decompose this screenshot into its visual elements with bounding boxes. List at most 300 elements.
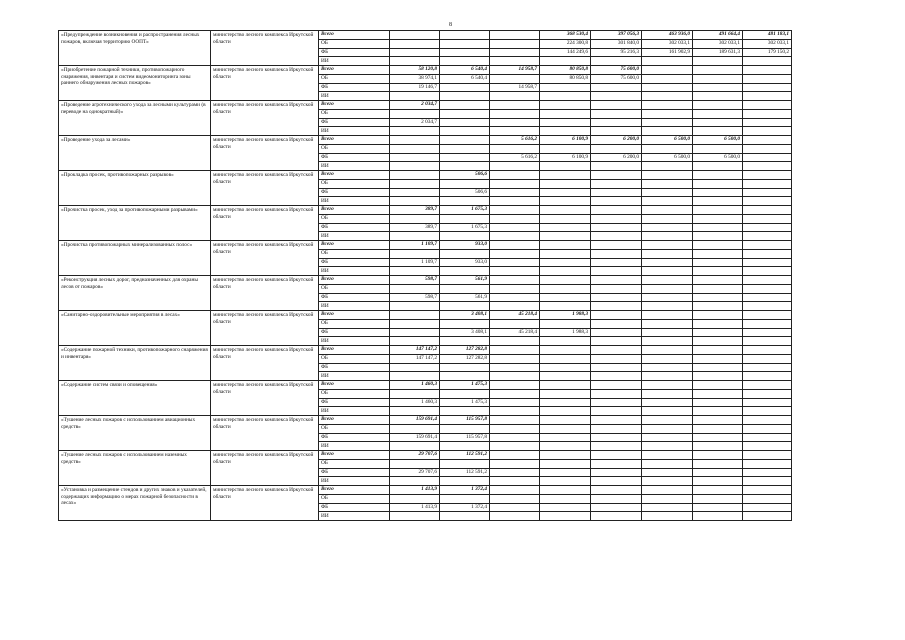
amount-cell: 45 218,4 (490, 328, 540, 337)
amount-cell (743, 74, 792, 83)
amount-cell: 506,6 (440, 188, 490, 197)
amount-cell (693, 433, 743, 442)
responsible-executor-cell: министерство лесного комплекса Иркутской области (211, 101, 319, 136)
amount-cell (540, 214, 591, 223)
amount-cell: 5 616,2 (490, 136, 540, 145)
amount-cell (591, 276, 642, 285)
funding-source-cell: ФБ (319, 433, 390, 442)
activity-name-cell: «Приобретение пожарной техники, противопожарного снаряжения, инвентаря и систем видеомониторинга зоны раннего обнаружения лесных пожаров» (59, 66, 211, 101)
amount-cell (440, 477, 490, 486)
table-row (59, 31, 792, 40)
amount-cell: 389,7 (390, 223, 440, 232)
amount-cell (743, 424, 792, 433)
amount-cell (642, 258, 693, 267)
amount-cell (591, 477, 642, 486)
funding-source-cell: ИИ (319, 407, 390, 416)
funding-source-cell: ИИ (319, 477, 390, 486)
amount-cell: 75 600,0 (591, 66, 642, 75)
amount-cell (440, 459, 490, 468)
funding-source-cell: ФБ (319, 118, 390, 127)
amount-cell (540, 381, 591, 390)
amount-cell (490, 416, 540, 425)
amount-cell (490, 302, 540, 311)
funding-source-cell: Всего (319, 381, 390, 390)
responsible-executor-cell: министерство лесного комплекса Иркутской области (211, 136, 319, 171)
amount-cell (390, 328, 440, 337)
amount-cell (440, 101, 490, 110)
amount-cell (540, 433, 591, 442)
amount-cell (743, 381, 792, 390)
amount-cell (390, 512, 440, 521)
amount-cell (440, 512, 490, 521)
activity-name-cell: «Прокладка просек, противопожарных разрывов» (59, 171, 211, 206)
amount-cell (440, 232, 490, 241)
amount-cell (390, 48, 440, 57)
amount-cell (440, 83, 490, 92)
amount-cell (743, 153, 792, 162)
amount-cell (390, 459, 440, 468)
amount-cell (490, 118, 540, 127)
amount-cell (693, 293, 743, 302)
amount-cell (642, 101, 693, 110)
amount-cell (540, 486, 591, 495)
amount-cell (693, 424, 743, 433)
amount-cell (490, 92, 540, 101)
amount-cell (440, 162, 490, 171)
amount-cell (490, 31, 540, 40)
amount-cell: 1 675,3 (440, 223, 490, 232)
amount-cell (540, 57, 591, 66)
amount-cell: 1 475,3 (440, 398, 490, 407)
funding-source-cell: ОБ (319, 389, 390, 398)
amount-cell (591, 311, 642, 320)
amount-cell (693, 267, 743, 276)
funding-source-cell: Всего (319, 346, 390, 355)
amount-cell (490, 249, 540, 258)
amount-cell (642, 197, 693, 206)
funding-source-cell: ФБ (319, 188, 390, 197)
amount-cell (390, 442, 440, 451)
amount-cell (743, 232, 792, 241)
funding-source-cell: ОБ (319, 249, 390, 258)
amount-cell: 302 033,1 (642, 39, 693, 48)
amount-cell (693, 442, 743, 451)
amount-cell (743, 372, 792, 381)
amount-cell: 80 850,8 (540, 74, 591, 83)
amount-cell (591, 188, 642, 197)
responsible-executor-cell: министерство лесного комплекса Иркутской области (211, 171, 319, 206)
amount-cell (390, 372, 440, 381)
responsible-executor-cell: министерство лесного комплекса Иркутской области (211, 66, 319, 101)
responsible-executor-cell: министерство лесного комплекса Иркутской области (211, 346, 319, 381)
amount-cell (591, 127, 642, 136)
amount-cell (390, 337, 440, 346)
amount-cell (642, 66, 693, 75)
amount-cell: 6 200,0 (591, 136, 642, 145)
amount-cell (642, 451, 693, 460)
amount-cell (490, 276, 540, 285)
amount-cell (390, 319, 440, 328)
amount-cell (390, 232, 440, 241)
amount-cell (642, 337, 693, 346)
amount-cell (540, 179, 591, 188)
amount-cell (390, 389, 440, 398)
amount-cell (490, 468, 540, 477)
amount-cell (693, 118, 743, 127)
amount-cell (693, 311, 743, 320)
amount-cell (642, 83, 693, 92)
amount-cell (743, 459, 792, 468)
amount-cell: 6 500,0 (642, 136, 693, 145)
amount-cell (440, 267, 490, 276)
funding-source-cell: Всего (319, 276, 390, 285)
amount-cell: 179 150,2 (743, 48, 792, 57)
funding-source-cell: ФБ (319, 258, 390, 267)
funding-source-cell: ИИ (319, 197, 390, 206)
amount-cell (642, 249, 693, 258)
funding-source-cell: ИИ (319, 267, 390, 276)
amount-cell: 189 631,3 (693, 48, 743, 57)
amount-cell (693, 451, 743, 460)
amount-cell (490, 337, 540, 346)
funding-source-cell: Всего (319, 486, 390, 495)
amount-cell (743, 293, 792, 302)
responsible-executor-cell: министерство лесного комплекса Иркутской области (211, 311, 319, 346)
amount-cell: 561,9 (440, 293, 490, 302)
amount-cell (490, 206, 540, 215)
amount-cell (743, 66, 792, 75)
amount-cell (743, 267, 792, 276)
amount-cell (490, 241, 540, 250)
amount-cell (693, 101, 743, 110)
amount-cell: 14 958,7 (490, 66, 540, 75)
table-row (59, 101, 792, 110)
amount-cell: 1 413,9 (390, 486, 440, 495)
amount-cell: 127 282,8 (440, 354, 490, 363)
amount-cell (591, 258, 642, 267)
amount-cell (693, 197, 743, 206)
amount-cell (743, 171, 792, 180)
funding-source-cell: Всего (319, 416, 390, 425)
amount-cell (540, 302, 591, 311)
amount-cell (540, 319, 591, 328)
amount-cell (440, 214, 490, 223)
amount-cell (490, 424, 540, 433)
amount-cell (440, 118, 490, 127)
amount-cell (490, 494, 540, 503)
amount-cell (490, 188, 540, 197)
amount-cell (591, 398, 642, 407)
funding-source-cell: ИИ (319, 337, 390, 346)
funding-source-cell: ИИ (319, 57, 390, 66)
amount-cell (540, 232, 591, 241)
amount-cell (390, 188, 440, 197)
funding-source-cell: ИИ (319, 302, 390, 311)
amount-cell (642, 328, 693, 337)
amount-cell: 302 033,1 (693, 39, 743, 48)
amount-cell (591, 337, 642, 346)
activity-name-cell: «Предупреждение возникновения и распространения лесных пожаров, включая территорию ООПТ» (59, 31, 211, 66)
amount-cell (693, 66, 743, 75)
amount-cell (743, 101, 792, 110)
activity-name-cell: «Установка и размещение стендов и других знаков и указателей, содержащих информацию о мерах пожарной безопасности в лесах» (59, 486, 211, 521)
amount-cell (490, 127, 540, 136)
amount-cell (743, 223, 792, 232)
amount-cell (591, 223, 642, 232)
amount-cell (693, 363, 743, 372)
amount-cell (440, 144, 490, 153)
amount-cell (642, 503, 693, 512)
amount-cell: 75 600,0 (591, 74, 642, 83)
amount-cell (642, 381, 693, 390)
amount-cell: 1 372,4 (440, 486, 490, 495)
amount-cell (540, 477, 591, 486)
amount-cell: 301 840,0 (591, 39, 642, 48)
amount-cell (693, 328, 743, 337)
amount-cell (540, 442, 591, 451)
amount-cell: 1 460,3 (390, 398, 440, 407)
amount-cell (693, 188, 743, 197)
amount-cell: 159 691,4 (390, 433, 440, 442)
amount-cell (390, 179, 440, 188)
amount-cell (540, 346, 591, 355)
amount-cell (440, 153, 490, 162)
amount-cell (591, 407, 642, 416)
amount-cell (743, 276, 792, 285)
amount-cell (642, 389, 693, 398)
amount-cell: 6 540,4 (440, 74, 490, 83)
amount-cell (693, 477, 743, 486)
amount-cell (642, 276, 693, 285)
funding-source-cell: Всего (319, 171, 390, 180)
amount-cell (743, 118, 792, 127)
amount-cell (490, 232, 540, 241)
activity-name-cell: «Тушение лесных пожаров с использованием наземных средств» (59, 451, 211, 486)
funding-source-cell: ФБ (319, 83, 390, 92)
amount-cell (490, 319, 540, 328)
amount-cell (591, 57, 642, 66)
amount-cell (743, 494, 792, 503)
amount-cell (540, 249, 591, 258)
amount-cell (743, 389, 792, 398)
amount-cell: 29 707,6 (390, 451, 440, 460)
amount-cell (642, 486, 693, 495)
amount-cell (743, 92, 792, 101)
amount-cell (540, 171, 591, 180)
amount-cell: 1 675,3 (440, 206, 490, 215)
amount-cell (591, 162, 642, 171)
amount-cell (490, 451, 540, 460)
amount-cell (591, 241, 642, 250)
amount-cell: 598,7 (390, 276, 440, 285)
amount-cell (440, 136, 490, 145)
amount-cell (490, 162, 540, 171)
amount-cell (591, 144, 642, 153)
amount-cell (642, 171, 693, 180)
amount-cell (440, 31, 490, 40)
responsible-executor-cell: министерство лесного комплекса Иркутской области (211, 276, 319, 311)
funding-source-cell: ИИ (319, 162, 390, 171)
amount-cell (642, 74, 693, 83)
amount-cell (591, 442, 642, 451)
amount-cell (540, 92, 591, 101)
amount-cell (440, 39, 490, 48)
amount-cell (591, 118, 642, 127)
amount-cell: 598,7 (390, 293, 440, 302)
amount-cell (591, 416, 642, 425)
amount-cell (440, 109, 490, 118)
amount-cell (743, 451, 792, 460)
amount-cell: 3 408,1 (440, 311, 490, 320)
amount-cell (390, 109, 440, 118)
amount-cell (540, 83, 591, 92)
amount-cell (591, 83, 642, 92)
funding-source-cell: Всего (319, 66, 390, 75)
amount-cell (591, 179, 642, 188)
amount-cell (390, 302, 440, 311)
funding-source-cell: ОБ (319, 494, 390, 503)
amount-cell (540, 494, 591, 503)
amount-cell (591, 197, 642, 206)
amount-cell (490, 197, 540, 206)
amount-cell (540, 223, 591, 232)
budget-table (58, 30, 792, 521)
amount-cell: 302 033,1 (743, 39, 792, 48)
amount-cell (743, 319, 792, 328)
amount-cell (693, 206, 743, 215)
funding-source-cell: ФБ (319, 293, 390, 302)
amount-cell (540, 372, 591, 381)
amount-cell (490, 267, 540, 276)
amount-cell (743, 188, 792, 197)
amount-cell (490, 258, 540, 267)
amount-cell: 112 591,2 (440, 468, 490, 477)
amount-cell (440, 363, 490, 372)
funding-source-cell: ОБ (319, 354, 390, 363)
responsible-executor-cell: министерство лесного комплекса Иркутской области (211, 486, 319, 521)
amount-cell (390, 39, 440, 48)
responsible-executor-cell: министерство лесного комплекса Иркутской области (211, 381, 319, 416)
amount-cell (540, 398, 591, 407)
amount-cell (591, 206, 642, 215)
amount-cell (743, 407, 792, 416)
amount-cell (642, 179, 693, 188)
amount-cell (743, 109, 792, 118)
amount-cell (440, 372, 490, 381)
amount-cell (390, 494, 440, 503)
amount-cell (591, 363, 642, 372)
amount-cell (693, 372, 743, 381)
funding-source-cell: Всего (319, 311, 390, 320)
amount-cell (390, 424, 440, 433)
amount-cell (490, 381, 540, 390)
amount-cell (642, 57, 693, 66)
amount-cell: 14 958,7 (490, 83, 540, 92)
amount-cell (642, 433, 693, 442)
amount-cell (591, 293, 642, 302)
amount-cell (642, 372, 693, 381)
amount-cell (440, 92, 490, 101)
activity-name-cell: «Проведение агротехнического ухода за лесными культурами (в переводе на однократный)» (59, 101, 211, 136)
amount-cell (390, 249, 440, 258)
funding-source-cell: ФБ (319, 398, 390, 407)
amount-cell (540, 389, 591, 398)
amount-cell: 506,6 (440, 171, 490, 180)
amount-cell (440, 442, 490, 451)
amount-cell (693, 258, 743, 267)
amount-cell (440, 407, 490, 416)
amount-cell (642, 407, 693, 416)
amount-cell (743, 416, 792, 425)
amount-cell (642, 241, 693, 250)
amount-cell: 115 957,8 (440, 433, 490, 442)
amount-cell (540, 424, 591, 433)
amount-cell (540, 101, 591, 110)
amount-cell (540, 407, 591, 416)
amount-cell (591, 494, 642, 503)
amount-cell (591, 486, 642, 495)
table-row (59, 206, 792, 215)
amount-cell (490, 144, 540, 153)
amount-cell (440, 319, 490, 328)
amount-cell: 147 147,2 (390, 354, 440, 363)
amount-cell (642, 206, 693, 215)
amount-cell: 6 200,0 (591, 153, 642, 162)
amount-cell (390, 57, 440, 66)
amount-cell (743, 442, 792, 451)
amount-cell (743, 503, 792, 512)
amount-cell (693, 162, 743, 171)
amount-cell (490, 477, 540, 486)
amount-cell (540, 162, 591, 171)
funding-source-cell: ФБ (319, 328, 390, 337)
funding-source-cell: ФБ (319, 363, 390, 372)
amount-cell: 491 664,4 (693, 31, 743, 40)
amount-cell: 6 540,4 (440, 66, 490, 75)
amount-cell (743, 214, 792, 223)
amount-cell (693, 354, 743, 363)
amount-cell (743, 337, 792, 346)
amount-cell (591, 459, 642, 468)
activity-name-cell: «Проведение ухода за лесами» (59, 136, 211, 171)
amount-cell (693, 381, 743, 390)
amount-cell (440, 249, 490, 258)
amount-cell (540, 206, 591, 215)
funding-source-cell: ФБ (319, 48, 390, 57)
amount-cell (591, 319, 642, 328)
table-row (59, 311, 792, 320)
amount-cell (540, 284, 591, 293)
amount-cell: 1 475,3 (440, 381, 490, 390)
amount-cell (490, 74, 540, 83)
amount-cell (390, 153, 440, 162)
amount-cell (490, 223, 540, 232)
activity-name-cell: «Прочистка противопожарных минерализованных полос» (59, 241, 211, 276)
amount-cell (591, 284, 642, 293)
amount-cell (693, 468, 743, 477)
funding-source-cell: ИИ (319, 372, 390, 381)
amount-cell (693, 416, 743, 425)
amount-cell (642, 302, 693, 311)
funding-source-cell: Всего (319, 206, 390, 215)
amount-cell: 3 408,1 (440, 328, 490, 337)
amount-cell (642, 512, 693, 521)
amount-cell: 6 500,0 (693, 153, 743, 162)
amount-cell (490, 459, 540, 468)
amount-cell: 397 056,3 (591, 31, 642, 40)
amount-cell (743, 249, 792, 258)
funding-source-cell: ОБ (319, 74, 390, 83)
